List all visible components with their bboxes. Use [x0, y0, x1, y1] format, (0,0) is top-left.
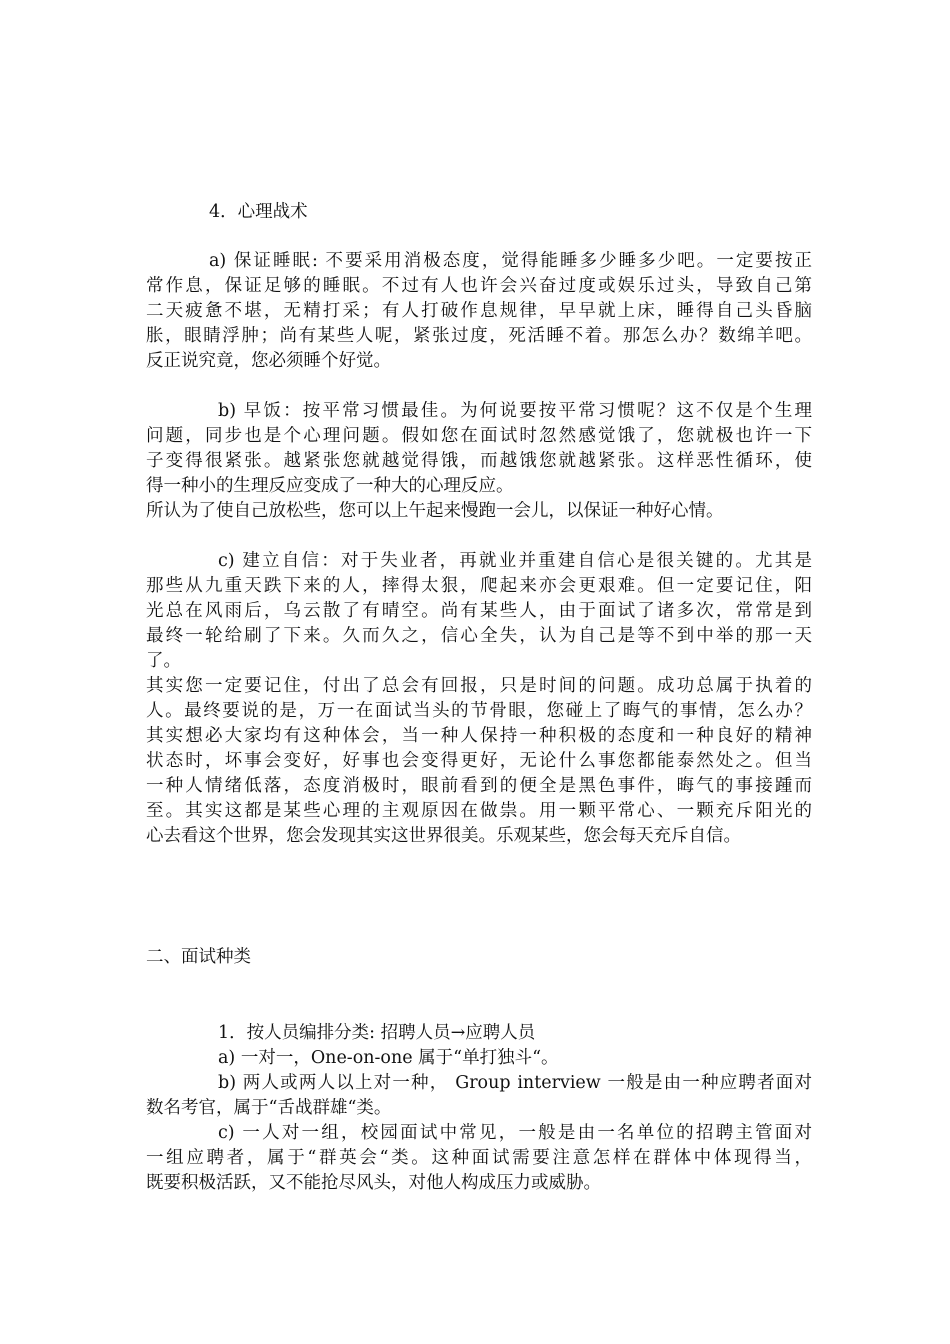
text-line: 光总在风雨后，乌云散了有晴空。尚有某些人，由于面试了诸多次，常常是到 [146, 601, 812, 621]
text-line: 问题，同步也是个心理问题。假如您在面试时忽然感觉饿了，您就极也许一下 [146, 426, 812, 446]
list-staffing-classification [146, 1021, 812, 1196]
text-line: c) 建立自信：对于失业者，再就业并重建自信心是很关键的。尤其是 [218, 551, 812, 571]
text-line: 数名考官，属于“舌战群雄“类。 [146, 1098, 392, 1118]
text-line: 胀，眼睛浮肿；尚有某些人呢，紧张过度，死活睡不着。那怎么办？数绵羊吧。 [146, 326, 812, 346]
text-line: c) 一人对一组，校园面试中常见，一般是由一名单位的招聘主管面对 [218, 1123, 812, 1143]
text-line: 得一种小的生理反应变成了一种大的心理反应。 [146, 476, 514, 496]
list-item: 1．按人员编排分类: 招聘人员→应聘人员 [218, 1023, 536, 1043]
text-line: 一组应聘者，属于“群英会“类。这种面试需要注意怎样在群体中体现得当， [146, 1148, 812, 1168]
text-line: 一种人情绪低落，态度消极时，眼前看到的便全是黑色事件，晦气的事接踵而 [146, 776, 812, 796]
text-line: 那些从九重天跌下来的人，摔得太狠，爬起来亦会更艰难。但一定要记住，阳 [146, 576, 812, 596]
text-line: b) 早饭：按平常习惯最佳。为何说要按平常习惯呢？这不仅是个生理 [218, 401, 812, 421]
text-line: 常作息，保证足够的睡眠。不过有人也许会兴奋过度或娱乐过头，导致自己第 [146, 276, 812, 296]
text-line: 子变得很紧张。越紧张您就越觉得饿，而越饿您就越紧张。这样恶性循环，使 [146, 451, 812, 471]
section-heading-interview-types [146, 945, 812, 970]
text-line: a) 保证睡眠: 不要采用消极态度，觉得能睡多少睡多少吧。一定要按正 [209, 251, 812, 271]
text-line: 了。 [146, 651, 181, 671]
section-heading-psychology [146, 200, 875, 225]
list-item: a) 一对一，One-on-one 属于“单打独斗“。 [218, 1048, 559, 1068]
text-line: b) 两人或两人以上对一种， Group interview 一般是由一种应聘者面对 [218, 1073, 812, 1093]
paragraph-sleep [146, 249, 812, 374]
text-line: 其实您一定要记住，付出了总会有回报，只是时间的问题。成功总属于执着的 [146, 676, 812, 696]
text-line: 所认为了使自己放松些，您可以上午起来慢跑一会儿，以保证一种好心情。 [146, 501, 724, 521]
heading-text: 4．心理战术 [209, 202, 308, 222]
paragraph-confidence [146, 549, 812, 849]
text-line: 其实想必大家均有这种体会，当一种人保持一种积极的态度和一种良好的精神 [146, 726, 812, 746]
text-line: 既要积极活跃，又不能抢尽风头，对他人构成压力或威胁。 [146, 1173, 601, 1193]
heading-text: 二、面试种类 [146, 947, 251, 967]
text-line: 心去看这个世界，您会发现其实这世界很美。乐观某些，您会每天充斥自信。 [146, 826, 741, 846]
paragraph-breakfast [146, 399, 812, 524]
text-line: 二天疲惫不堪，无精打采；有人打破作息规律，早早就上床，睡得自己头昏脑 [146, 301, 812, 321]
text-line: 反正说究竟，您必须睡个好觉。 [146, 351, 391, 371]
text-line: 人。最终要说的是，万一在面试当头的节骨眼，您碰上了晦气的事情，怎么办？ [146, 701, 812, 721]
text-line: 最终一轮给刷了下来。久而久之，信心全失，认为自己是等不到中举的那一天 [146, 626, 812, 646]
text-line: 状态时，坏事会变好，好事也会变得更好，无论什么事您都能泰然处之。但当 [146, 751, 812, 771]
text-line: 至。其实这都是某些心理的主观原因在做祟。用一颗平常心、一颗充斥阳光的 [146, 801, 812, 821]
